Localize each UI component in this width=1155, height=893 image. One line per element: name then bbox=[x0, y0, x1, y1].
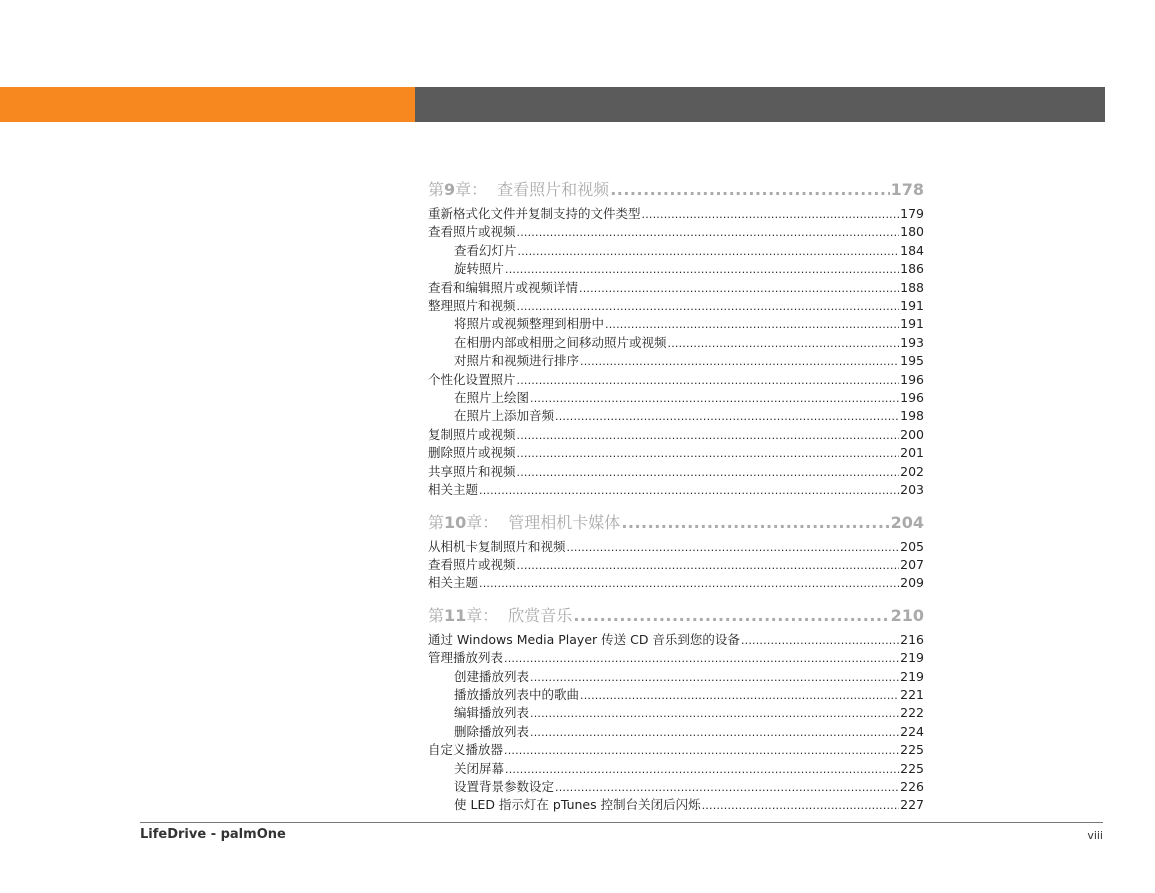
toc-entry-link[interactable] bbox=[428, 631, 924, 649]
entry-title: 编辑播放列表 bbox=[454, 705, 530, 721]
dot-leader bbox=[580, 687, 899, 704]
dot-leader bbox=[530, 705, 899, 722]
toc-entry-link[interactable] bbox=[428, 463, 924, 481]
chapter-page-number: 178 bbox=[890, 180, 924, 199]
chapter-prefix: 第 bbox=[428, 512, 445, 532]
dot-leader bbox=[573, 604, 889, 628]
entry-title: 删除播放列表 bbox=[454, 723, 530, 739]
entry-page-number: 180 bbox=[900, 224, 924, 240]
entry-title: 关闭屏幕 bbox=[454, 760, 505, 776]
entry-page-number: 216 bbox=[900, 631, 924, 647]
entry-title: 将照片或视频整理到相册中 bbox=[454, 316, 605, 332]
dot-leader bbox=[702, 797, 900, 814]
toc-entry-link[interactable] bbox=[428, 426, 924, 444]
entry-title: 使 LED 指示灯在 pTunes 控制台关闭后闪烁 bbox=[454, 797, 701, 813]
toc-subentry-link[interactable] bbox=[428, 352, 924, 370]
entry-page-number: 198 bbox=[900, 408, 924, 424]
entry-page-number: 184 bbox=[900, 242, 924, 258]
dot-leader bbox=[517, 298, 900, 315]
toc-subentry-link[interactable] bbox=[428, 260, 924, 278]
chapter-number: 10 bbox=[444, 512, 467, 532]
entry-page-number: 219 bbox=[900, 650, 924, 666]
entry-title: 相关主题 bbox=[428, 482, 479, 498]
entry-page-number: 200 bbox=[900, 426, 924, 442]
entry-title: 设置背景参数设定 bbox=[454, 778, 555, 794]
dot-leader bbox=[555, 408, 899, 425]
dot-leader bbox=[555, 779, 899, 796]
toc-subentry-link[interactable] bbox=[428, 796, 924, 814]
entry-title: 重新格式化文件并复制支持的文件类型 bbox=[428, 206, 641, 221]
chapter-number: 11 bbox=[444, 605, 467, 625]
dot-leader bbox=[504, 650, 899, 667]
dot-leader bbox=[517, 557, 900, 574]
header-banner bbox=[0, 87, 1105, 122]
entry-page-number: 196 bbox=[900, 390, 924, 406]
footer-divider bbox=[140, 822, 1103, 823]
dot-leader bbox=[668, 335, 900, 352]
toc-entry-link[interactable] bbox=[428, 444, 924, 462]
entry-page-number: 226 bbox=[900, 778, 924, 794]
entry-title: 在照片上绘图 bbox=[454, 390, 530, 406]
toc-entry-link[interactable] bbox=[428, 649, 924, 667]
entry-title: 播放播放列表中的歌曲 bbox=[454, 686, 580, 702]
toc-subentry-link[interactable] bbox=[428, 704, 924, 722]
banner-orange-block bbox=[0, 87, 415, 122]
chapter-page-number: 210 bbox=[890, 605, 924, 625]
dot-leader bbox=[530, 669, 899, 686]
toc-entry-link[interactable] bbox=[428, 279, 924, 297]
dot-leader bbox=[517, 427, 900, 444]
entry-page-number: 196 bbox=[900, 371, 924, 387]
toc-entry-link[interactable] bbox=[428, 538, 924, 556]
entry-page-number: 201 bbox=[900, 445, 924, 461]
chapter-entry-list bbox=[428, 205, 924, 500]
entry-page-number: 193 bbox=[900, 334, 924, 350]
dot-leader bbox=[505, 261, 899, 278]
entry-page-number: 227 bbox=[900, 797, 924, 813]
chapter-suffix: 章： bbox=[466, 605, 499, 625]
entry-title: 对照片和视频进行排序 bbox=[454, 353, 580, 369]
dot-leader bbox=[517, 372, 900, 389]
banner-gray-block bbox=[415, 87, 1105, 122]
entry-title: 查看和编辑照片或视频详情 bbox=[428, 279, 579, 295]
dot-leader bbox=[530, 724, 899, 741]
toc-subentry-link[interactable] bbox=[428, 334, 924, 352]
entry-page-number: 207 bbox=[900, 556, 924, 572]
entry-title: 在照片上添加音频 bbox=[454, 408, 555, 424]
toc-entry-link[interactable] bbox=[428, 741, 924, 759]
entry-title: 从相机卡复制照片和视频 bbox=[428, 538, 566, 554]
chapter-prefix: 第 bbox=[428, 605, 445, 625]
toc-entry-link[interactable] bbox=[428, 574, 924, 592]
entry-page-number: 203 bbox=[900, 482, 924, 498]
footer-page-number: viii bbox=[1087, 829, 1103, 842]
entry-page-number: 224 bbox=[900, 723, 924, 739]
entry-page-number: 219 bbox=[900, 668, 924, 684]
entry-page-number: 186 bbox=[900, 261, 924, 277]
dot-leader bbox=[517, 445, 900, 462]
entry-page-number: 221 bbox=[900, 686, 924, 702]
chapter-entry-list bbox=[428, 631, 924, 815]
chapter-suffix: 章： bbox=[455, 180, 488, 199]
dot-leader bbox=[504, 742, 899, 759]
chapter-entry-list bbox=[428, 538, 924, 593]
dot-leader bbox=[580, 353, 899, 370]
toc-entry-link[interactable] bbox=[428, 556, 924, 574]
entry-title: 管理播放列表 bbox=[428, 650, 504, 666]
chapter-title: 欣赏音乐 bbox=[508, 605, 573, 625]
entry-page-number: 191 bbox=[900, 316, 924, 332]
chapter-heading-link[interactable] bbox=[428, 511, 924, 535]
toc-entry-link[interactable] bbox=[428, 371, 924, 389]
toc-subentry-link[interactable] bbox=[428, 723, 924, 741]
dot-leader bbox=[642, 206, 900, 223]
dot-leader bbox=[579, 280, 899, 297]
toc-subentry-link[interactable] bbox=[428, 668, 924, 686]
entry-title: 查看照片或视频 bbox=[428, 224, 516, 240]
toc-subentry-link[interactable] bbox=[428, 315, 924, 333]
dot-leader bbox=[479, 482, 899, 499]
entry-page-number: 225 bbox=[900, 742, 924, 758]
entry-title: 整理照片和视频 bbox=[428, 298, 516, 314]
dot-leader bbox=[479, 575, 899, 592]
dot-leader bbox=[517, 464, 900, 481]
entry-title: 旋转照片 bbox=[454, 261, 505, 277]
toc-subentry-link[interactable] bbox=[428, 686, 924, 704]
entry-page-number: 191 bbox=[900, 298, 924, 314]
chapter-page-number: 204 bbox=[890, 512, 924, 532]
table-of-contents bbox=[428, 178, 924, 826]
entry-title: 创建播放列表 bbox=[454, 668, 530, 684]
entry-page-number: 202 bbox=[900, 463, 924, 479]
entry-title: 在相册内部或相册之间移动照片或视频 bbox=[454, 334, 667, 350]
chapter-title: 查看照片和视频 bbox=[497, 180, 610, 199]
dot-leader bbox=[517, 224, 900, 241]
entry-page-number: 209 bbox=[900, 575, 924, 591]
chapter-suffix: 章： bbox=[466, 512, 499, 532]
footer-title: LifeDrive - palmOne bbox=[140, 827, 286, 842]
toc-entry-link[interactable] bbox=[428, 481, 924, 499]
toc-entry-link[interactable] bbox=[428, 297, 924, 315]
dot-leader bbox=[610, 178, 889, 202]
toc-entry-link[interactable] bbox=[428, 205, 924, 223]
entry-title: 共享照片和视频 bbox=[428, 463, 516, 479]
entry-title: 通过 Windows Media Player 传送 CD 音乐到您的设备 bbox=[428, 631, 740, 647]
entry-page-number: 205 bbox=[900, 538, 924, 554]
dot-leader bbox=[621, 511, 889, 535]
toc-subentry-link[interactable] bbox=[428, 760, 924, 778]
entry-title: 自定义播放器 bbox=[428, 742, 504, 758]
toc-subentry-link[interactable] bbox=[428, 407, 924, 425]
dot-leader bbox=[530, 390, 899, 407]
entry-page-number: 195 bbox=[900, 353, 924, 369]
toc-subentry-link[interactable] bbox=[428, 389, 924, 407]
chapter-heading-link[interactable] bbox=[428, 178, 924, 202]
toc-subentry-link[interactable] bbox=[428, 242, 924, 260]
dot-leader bbox=[567, 539, 900, 556]
dot-leader bbox=[518, 243, 900, 260]
entry-title: 相关主题 bbox=[428, 575, 479, 591]
dot-leader bbox=[505, 761, 899, 778]
entry-title: 查看幻灯片 bbox=[454, 242, 517, 258]
toc-subentry-link[interactable] bbox=[428, 778, 924, 796]
chapter-heading-link[interactable] bbox=[428, 604, 924, 628]
entry-page-number: 179 bbox=[900, 206, 924, 221]
entry-page-number: 188 bbox=[900, 279, 924, 295]
toc-entry-link[interactable] bbox=[428, 223, 924, 241]
dot-leader bbox=[605, 316, 899, 333]
dot-leader bbox=[741, 632, 899, 649]
chapter-number: 9 bbox=[444, 180, 456, 199]
entry-page-number: 222 bbox=[900, 705, 924, 721]
entry-title: 删除照片或视频 bbox=[428, 445, 516, 461]
entry-title: 复制照片或视频 bbox=[428, 426, 516, 442]
entry-title: 个性化设置照片 bbox=[428, 371, 516, 387]
chapter-prefix: 第 bbox=[428, 180, 445, 199]
entry-page-number: 225 bbox=[900, 760, 924, 776]
entry-title: 查看照片或视频 bbox=[428, 556, 516, 572]
chapter-title: 管理相机卡媒体 bbox=[508, 512, 621, 532]
